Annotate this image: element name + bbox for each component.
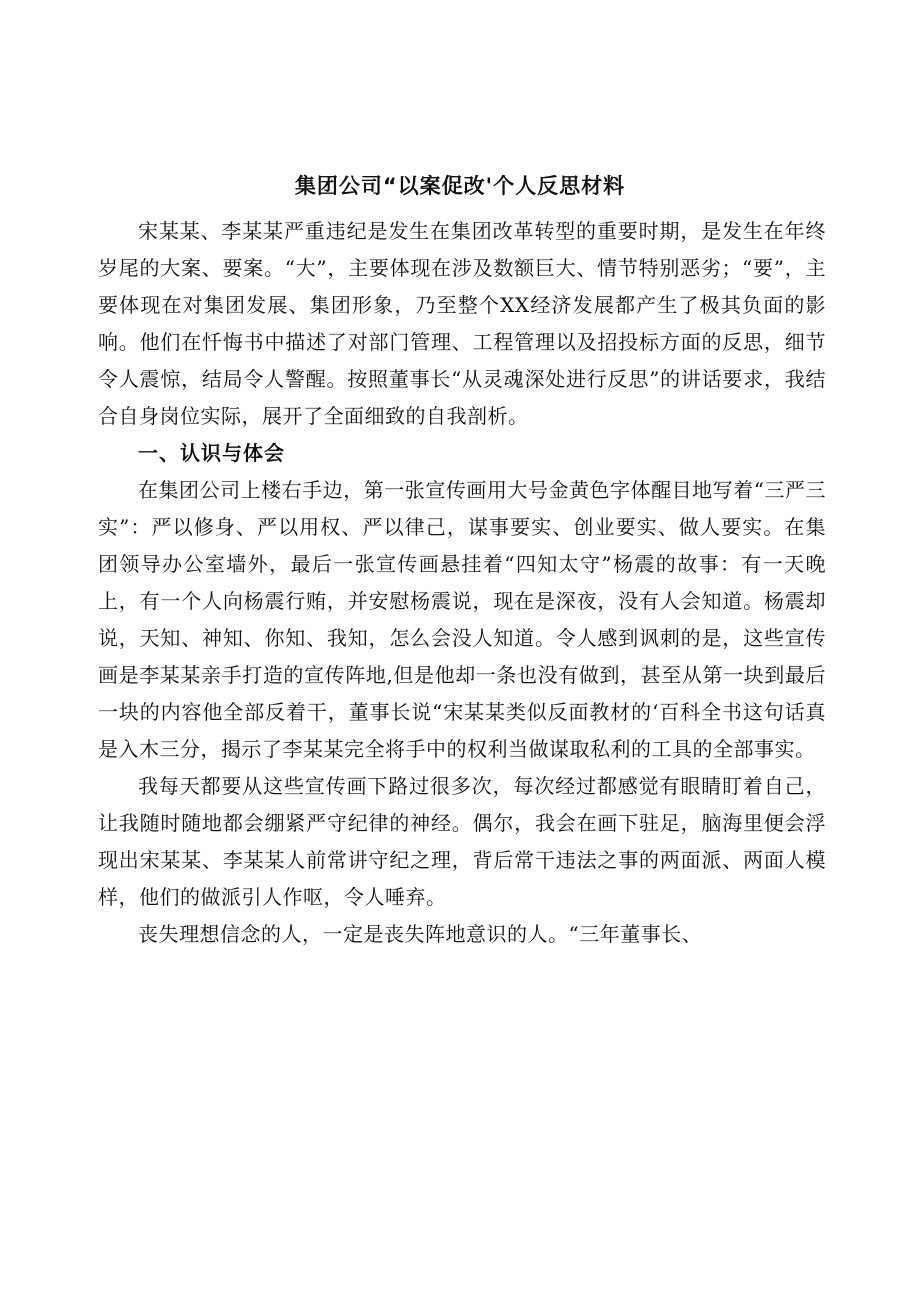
section-heading: 一、认识与体会	[138, 441, 285, 465]
document-title: 集团公司“以案促改'个人反思材料	[294, 174, 626, 198]
paragraph-ideals: 丧失理想信念的人，一定是丧失阵地意识的人。“三年董事长、	[138, 922, 703, 946]
paragraph-propaganda: 在集团公司上楼右手边，第一张宣传画用大号金黄色字体醒目地写着“三严三实”：严以修身、严以用权、严以律己，谋事要实、创业要实、做人要实。在集团领导办公室墙外，最后一张宣传画悬挂着“四知太守”杨震的故事：有一天晚上，有一个人向杨震行贿，并安慰杨震说，现在是深夜，没有人会知道。杨震却说，天知、神知、你知、我知，怎么会没人知道。令人感到讽刺的是，这些宣传画是李某某亲手打造的宣传阵地,但是他却一条也没有做到，甚至从第一块到最后一块的内容他全部反着干，董事长说“宋某某类似反面教材的‘百科全书这句话真是入木三分，揭示了李某某完全将手中的权利当做谋取私利的工具的全部事实。	[98, 478, 826, 761]
document-body	[98, 213, 826, 953]
paragraph-intro: 宋某某、李某某严重违纪是发生在集团改革转型的重要时期，是发生在年终岁尾的大案、要案。“大”，主要体现在涉及数额巨大、情节特别恶劣；“要”，主要体现在对集团发展、集团形象，乃至整个XX经济发展都产生了极其负面的影响。他们在忏悔书中描述了对部门管理、工程管理以及招投标方面的反思，细节令人震惊，结局令人警醒。按照董事长“从灵魂深处进行反思”的讲话要求，我结合自身岗位实际，展开了全面细致的自我剖析。	[98, 219, 826, 428]
paragraph-reflection: 我每天都要从这些宣传画下路过很多次，每次经过都感觉有眼睛盯着自己，让我随时随地都会绷紧严守纪律的神经。偶尔，我会在画下驻足，脑海里便会浮现出宋某某、李某某人前常讲守纪之理，背后常干违法之事的两面派、两面人模样，他们的做派引人作呕，令人唾弃。	[98, 774, 826, 909]
